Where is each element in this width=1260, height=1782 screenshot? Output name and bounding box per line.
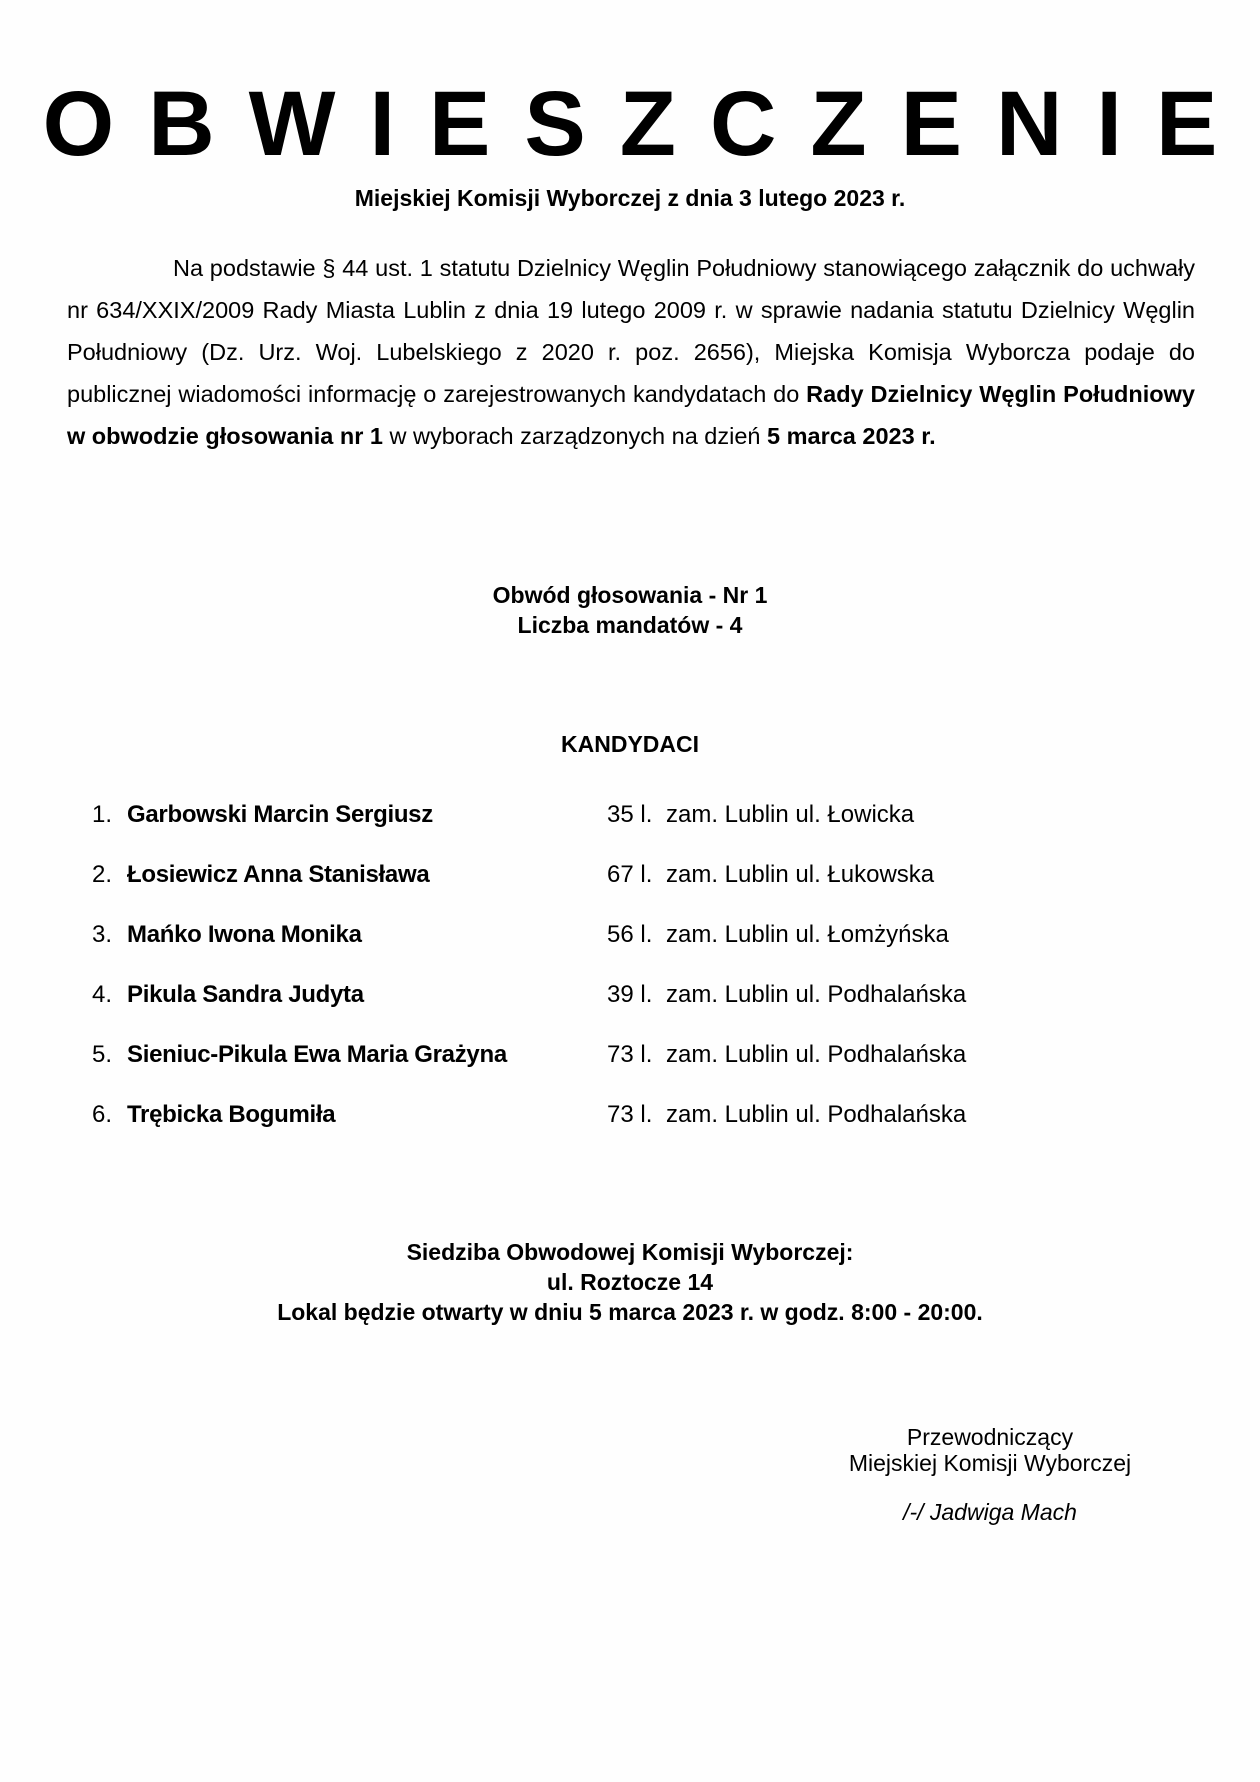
candidate-address: zam. Lublin ul. Łomżyńska bbox=[666, 921, 949, 948]
paragraph-text-2: w wyborach zarządzonych na dzień bbox=[382, 423, 768, 449]
candidate-number: 4. bbox=[92, 981, 113, 1008]
seat-hours: Lokal będzie otwarty w dniu 5 marca 2023 r. w godz. 8:00 - 20:00. bbox=[277, 1299, 983, 1325]
candidate-row bbox=[0, 920, 1260, 980]
candidate-age: 56 l. bbox=[607, 921, 653, 948]
candidate-name: Pikula Sandra Judyta bbox=[127, 981, 364, 1008]
candidate-age: 73 l. bbox=[607, 1041, 653, 1068]
paragraph-text-1: Na podstawie § 44 ust. 1 statutu Dzielnicy Węglin Południowy stanowiącego załącznik do uchwały nr 634/XXIX/2009 Rady Miasta Lublin z dnia 19 lutego 2009 r. w sprawie nadania statutu Dzielnicy Węglin Południowy (Dz. Urz. Woj. Lubelskiego z 2020 r. poz. 2656), Miejska Komisja Wyborcza podaje do publicznej wiadomości informację o zarejestrowanych kandydatach do bbox=[67, 255, 1195, 407]
commission-seat bbox=[0, 1237, 1260, 1327]
candidate-address: zam. Lublin ul. Podhalańska bbox=[666, 1101, 967, 1128]
candidates-heading: KANDYDACI bbox=[561, 731, 699, 757]
candidate-address: zam. Lublin ul. Podhalańska bbox=[666, 981, 967, 1008]
district-number: Obwód głosowania - Nr 1 bbox=[492, 582, 768, 608]
candidate-row bbox=[0, 800, 1260, 860]
candidate-name: Sieniuc-Pikula Ewa Maria Grażyna bbox=[127, 1041, 507, 1068]
candidate-age: 39 l. bbox=[607, 981, 653, 1008]
candidate-address: zam. Lublin ul. Łowicka bbox=[666, 801, 915, 828]
candidate-age: 73 l. bbox=[607, 1101, 653, 1128]
paragraph-bold-council: Rady Dzielnicy Węglin Południowy w obwodzie głosowania nr 1 bbox=[67, 381, 1195, 449]
candidate-name: Mańko Iwona Monika bbox=[127, 921, 362, 948]
document-title: OBWIESZCZENIE bbox=[42, 73, 1252, 175]
candidate-number: 2. bbox=[92, 861, 113, 888]
candidate-age: 35 l. bbox=[607, 801, 653, 828]
candidate-number: 3. bbox=[92, 921, 113, 948]
candidate-row bbox=[0, 860, 1260, 920]
candidate-address: zam. Lublin ul. Podhalańska bbox=[666, 1041, 967, 1068]
signature-role: Przewodniczący bbox=[906, 1424, 1074, 1450]
candidate-row bbox=[0, 980, 1260, 1040]
candidate-row bbox=[0, 1100, 1260, 1160]
intro-paragraph bbox=[67, 247, 1195, 457]
candidate-number: 5. bbox=[92, 1041, 113, 1068]
candidate-number: 6. bbox=[92, 1101, 113, 1128]
candidates-list bbox=[0, 800, 1260, 1160]
candidate-name: Łosiewicz Anna Stanisława bbox=[127, 861, 430, 888]
paragraph-bold-date: 5 marca 2023 r. bbox=[767, 423, 936, 449]
candidate-name: Trębicka Bogumiła bbox=[127, 1101, 336, 1128]
signature-committee: Miejskiej Komisji Wyborczej bbox=[848, 1450, 1132, 1476]
district-info bbox=[0, 580, 1260, 640]
candidate-name: Garbowski Marcin Sergiusz bbox=[127, 801, 433, 828]
candidate-address: zam. Lublin ul. Łukowska bbox=[666, 861, 935, 888]
seat-heading: Siedziba Obwodowej Komisji Wyborczej: bbox=[406, 1239, 854, 1265]
seat-address: ul. Roztocze 14 bbox=[546, 1269, 714, 1295]
candidate-number: 1. bbox=[92, 801, 113, 828]
document-subtitle: Miejskiej Komisji Wyborczej z dnia 3 lutego 2023 r. bbox=[354, 185, 906, 211]
mandates-count: Liczba mandatów - 4 bbox=[517, 612, 743, 638]
signer-name: /-/ Jadwiga Mach bbox=[903, 1499, 1077, 1525]
candidate-age: 67 l. bbox=[607, 861, 653, 888]
signature-block bbox=[790, 1424, 1190, 1525]
candidate-row bbox=[0, 1040, 1260, 1100]
